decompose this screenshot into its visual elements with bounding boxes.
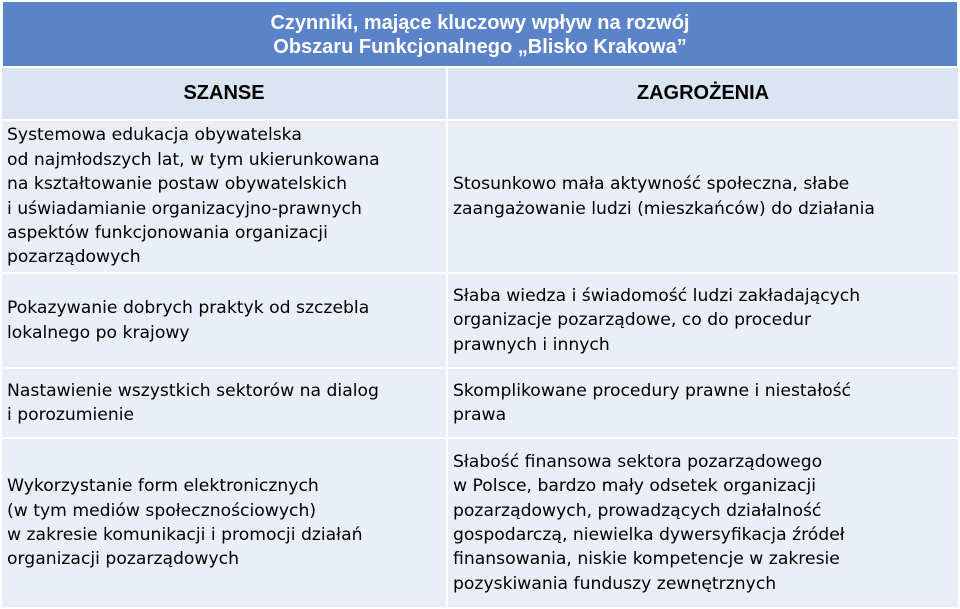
swot-table [2, 2, 958, 607]
szanse-cell-3 [2, 369, 446, 437]
zagrozenia-cell-1 [448, 121, 958, 272]
szanse-text-2: Pokazywanie dobrych praktyk od szczebla lokalnego po krajowy [7, 298, 370, 343]
szanse-text-3: Nastawienie wszystkich sektorów na dialog i porozumienie [7, 380, 379, 425]
table-title [2, 2, 958, 66]
column-header-zagrozenia: ZAGROŻENIA [448, 68, 958, 119]
column-header-szanse: SZANSE [2, 68, 446, 119]
szanse-cell-2 [2, 274, 446, 367]
szanse-cell-1 [2, 121, 446, 272]
szanse-cell-4 [2, 439, 446, 607]
zagrozenia-text-2: Słaba wiedza i świadomość ludzi zakładających organizacje pozarządowe, co do procedur prawnych i innych [453, 285, 861, 355]
zagrozenia-cell-4 [448, 439, 958, 607]
zagrozenia-cell-3 [448, 369, 958, 437]
zagrozenia-text-4: Słabość finansowa sektora pozarządowego w Polsce, bardzo mały odsetek organizacji pozarządowych, prowadzących działalność gospodarczą, niewielka dywersyfikacja źródeł finansowania, niskie kompetencje w zakresie pozyskiwania funduszy zewnętrznych [453, 451, 845, 594]
zagrozenia-text-1: Stosunkowo mała aktywność społeczna, słabe zaangażowanie ludzi (mieszkańców) do działania [453, 174, 875, 219]
title-line-2: Obszaru Funkcjonalnego „Blisko Krakowa” [273, 36, 687, 58]
zagrozenia-cell-2 [448, 274, 958, 367]
szanse-text-1: Systemowa edukacja obywatelska od najmłodszych lat, w tym ukierunkowana na kształtowanie postaw obywatelskich i uświadamianie organizacyjno-prawnych aspektów funkcjonowania organizacji pozarządowych [7, 125, 380, 268]
zagrozenia-text-3: Skomplikowane procedury prawne i niestałość prawa [453, 380, 851, 425]
title-line-1: Czynniki, mające kluczowy wpływ na rozwój [270, 12, 690, 34]
szanse-text-4: Wykorzystanie form elektronicznych (w tym mediów społecznościowych) w zakresie komunikacji i promocji działań organizacji pozarządowych [7, 476, 363, 570]
